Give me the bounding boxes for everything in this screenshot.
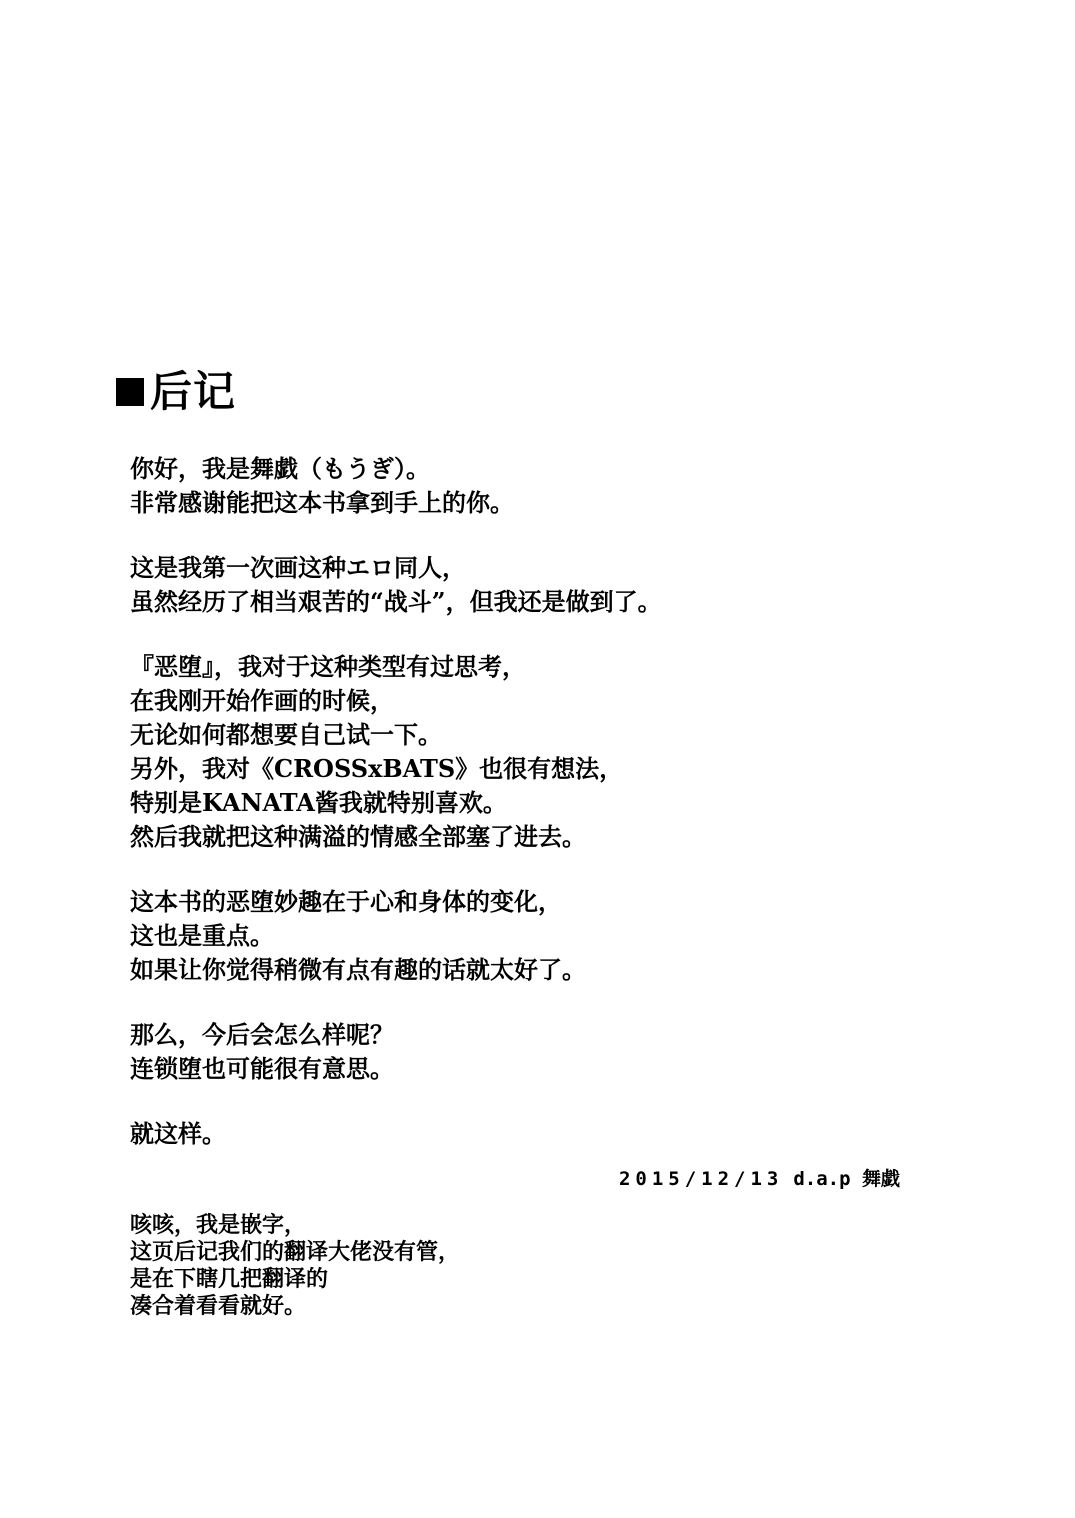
paragraph-motivation <box>130 650 970 854</box>
note-line: 是在下瞎几把翻译的 <box>130 1267 329 1292</box>
text-line: 如果让你觉得稍微有点有趣的话就太好了。 <box>130 955 586 984</box>
signature <box>520 1164 900 1194</box>
paragraph-highlight <box>130 885 970 987</box>
paragraph-first-work <box>130 551 970 619</box>
text-line: 另外，我对《CROSSxBATS》也很有想法， <box>130 754 624 783</box>
signature-author: d.a.p 舞戯 <box>793 1168 900 1190</box>
text-line: 『恶堕』，我对于这种类型有过思考， <box>130 652 526 681</box>
text-line: 连锁堕也可能很有意思。 <box>130 1054 394 1083</box>
text-line: 在我刚开始作画的时候， <box>130 686 394 715</box>
text-line: 无论如何都想要自己试一下。 <box>130 720 442 749</box>
translator-note <box>130 1212 460 1320</box>
afterword-heading <box>116 362 236 422</box>
paragraph-future <box>130 1018 970 1086</box>
text-line: 非常感谢能把这本书拿到手上的你。 <box>130 488 514 517</box>
square-bullet-icon <box>116 378 144 406</box>
text-line: 虽然经历了相当艰苦的“战斗”，但我还是做到了。 <box>130 587 662 616</box>
heading-title: 后记 <box>150 367 237 416</box>
note-line: 咳咳，我是嵌字， <box>130 1213 307 1238</box>
text-line: 这本书的恶堕妙趣在于心和身体的变化， <box>130 887 562 916</box>
paragraph-greeting <box>130 452 970 520</box>
text-line: 就这样。 <box>130 1119 226 1148</box>
text-line: 然后我就把这种满溢的情感全部塞了进去。 <box>130 822 586 851</box>
afterword-body <box>130 452 970 1182</box>
text-line: 你好，我是舞戯（もうぎ）。 <box>130 454 430 483</box>
text-line: 那么，今后会怎么样呢？ <box>130 1020 394 1049</box>
signature-date: 2015/12/13 <box>618 1168 784 1190</box>
text-line: 这也是重点。 <box>130 921 274 950</box>
paragraph-closing <box>130 1117 970 1151</box>
note-line: 凑合着看看就好。 <box>130 1294 307 1319</box>
text-line: 特别是KANATA酱我就特别喜欢。 <box>130 788 507 817</box>
note-line: 这页后记我们的翻译大佬没有管， <box>130 1240 461 1265</box>
text-line: 这是我第一次画这种エロ同人， <box>130 553 466 582</box>
